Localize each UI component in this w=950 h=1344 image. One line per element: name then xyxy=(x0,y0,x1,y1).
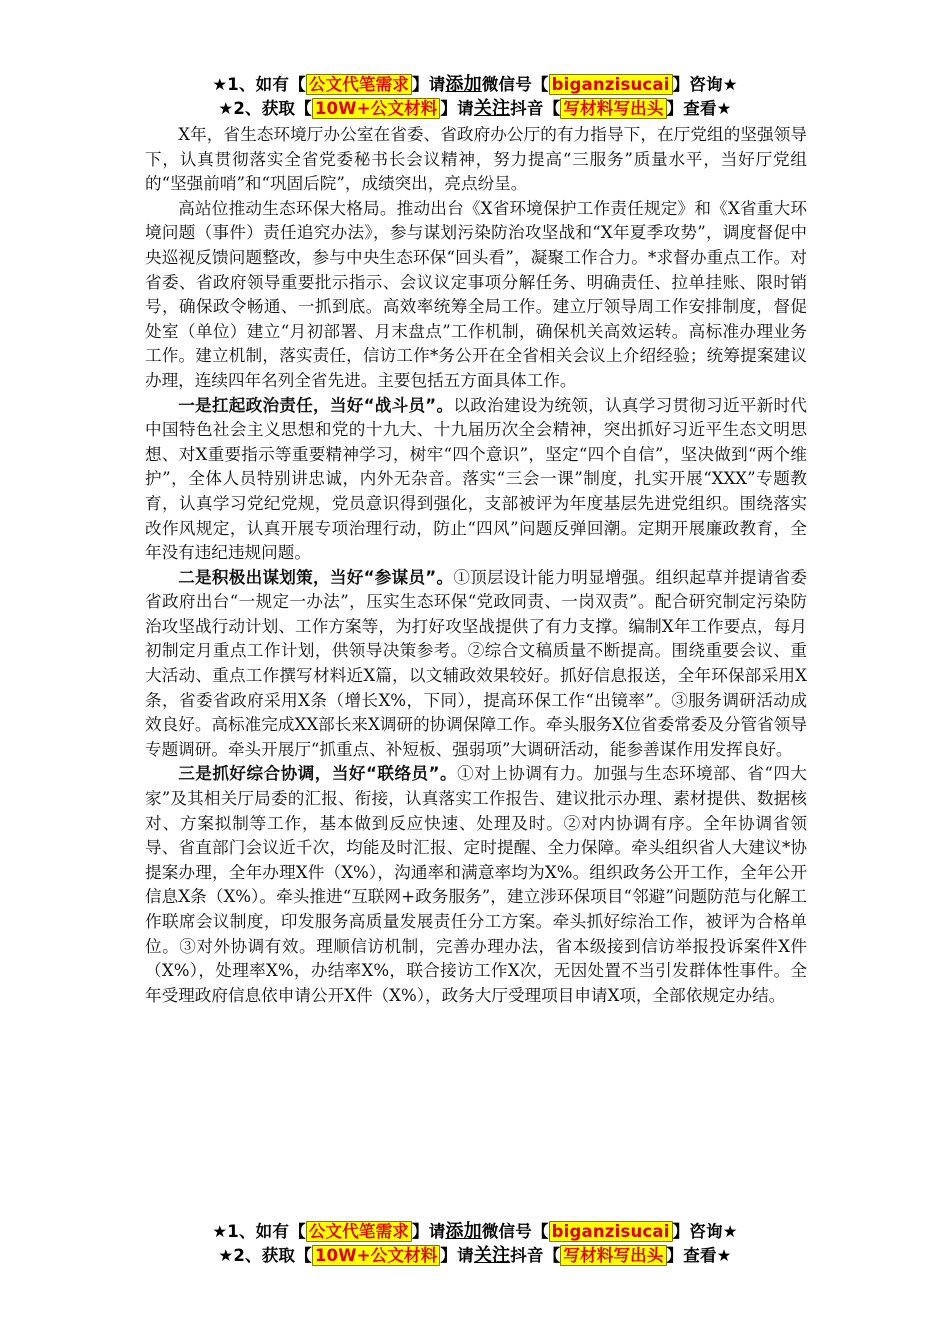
banner-text: 】请 xyxy=(412,75,446,94)
paragraph-text: ①对上协调有力。加强与生态环境部、省“四大家”及其相关厅局委的汇报、衔接，认真落实工作报告、建议批示办理、素材提供、数据核对、方案拟制等工作，基本做到反应快速、处理及时。②对内协调有序。全年协调省领导、省直部门会议近千次，均能及时汇报、定时提醒、全力保障。牵头组织省人大建议*协提案办理，全年办理X件（X%），沟通率和满意率均为X%。组织政务公开工作，全年公开信息X条（X%）。牵头推进“互联网+政务服务”，建立涉环保项目“邻避”问题防范与化解工作联席会议制度，印发服务高质量发展责任分工方案。牵头抓好综治工作，被评为合格单位。③对外协调有效。理顺信访机制，完善办理办法，省本级接到信访举报投诉案件X件（X%），处理率X%，办结率X%，联合接访工作X次，无因处置不当引发群体性事件。全年受理政府信息依申请公开X件（X%），政务大厅受理项目申请X项，全部依规定办结。 xyxy=(145,764,808,1005)
paragraph-text: X年，省生态环境厅办公室在省委、省政府办公厅的有力指导下，在厅党组的坚强领导下，认真贯彻落实全省党委秘书长会议精神，努力提高“三服务”质量水平，当好厅党组的“坚强前哨”和“巩固后院”，成绩突出，亮点纷呈。 xyxy=(145,125,807,194)
underlined-text: 添加 xyxy=(445,74,482,95)
highlight-badge: 公文代笔需求 xyxy=(306,1221,412,1242)
paragraph-text: 高站位推动生态环保大格局。推动出台《X省环境保护工作责任规定》和《X省重大环境问题（事件）责任追究办法》，参与谋划污染防治攻坚战和“X年夏季攻势”，调度督促中央巡视反馈问题整改，参与中央生态环保“回头看”，凝聚工作合力。*求督办重点工作。对省委、省政府领导重要批示指示、会议议定事项分解任务、明确责任、拉单挂账、限时销号，确保政令畅通、一抓到底。高效率统筹全局工作。建立厅领导周工作安排制度，督促处室（单位）建立“月初部署、月末盘点”工作机制，确保机关高效运转。高标准办理业务工作。建立机制，落实责任，信访工作*务公开在全省相关会议上介绍经验；统筹提案建议办理，连续四年名列全省先进。主要包括五方面具体工作。 xyxy=(145,198,807,390)
banner-text: ★2、获取【 xyxy=(218,1246,312,1265)
highlight-badge: biganzisucai xyxy=(549,74,673,95)
banner-text: 】请 xyxy=(440,99,474,118)
promo-banner-top-line2 xyxy=(0,94,950,120)
paragraph-text: ①顶层设计能力明显增强。组织起草并提请省委省政府出台“一规定一办法”，压实生态环保“党政同责、一岗双责”。配合研究制定污染防治攻坚战行动计划、工作方案等，为打好攻坚战提供了有力支撑。编制X年工作要点，每月初制定月重点工作计划，供领导决策参考。②综合文稿质量不断提高。围绕重要会议、重大活动、重点工作撰写材料近X篇，以文辅政效果较好。抓好信息报送，全年环保部采用X条，省委省政府采用X条（增长X%，下同），提高环保工作“出镜率”。③服务调研活动成效良好。高标准完成XX部长来X调研的协调保障工作。牵头服务X位省委常委及分管省领导专题调研。牵头开展厅“抓重点、补短板、强弱项”大调研活动，能参善谋作用发挥良好。 xyxy=(145,567,807,759)
banner-text: 】请 xyxy=(412,1222,446,1241)
highlight-badge: 10W+公文材料 xyxy=(312,1245,441,1266)
promo-banner-bottom-line2 xyxy=(0,1241,950,1267)
banner-text: 】咨询★ xyxy=(672,1222,738,1241)
banner-text: ★2、获取【 xyxy=(218,99,312,118)
paragraph xyxy=(145,123,807,197)
paragraph xyxy=(145,566,807,763)
highlight-badge: 10W+公文材料 xyxy=(312,98,441,119)
highlight-badge: 写材料写出头 xyxy=(560,1245,666,1266)
paragraph xyxy=(145,394,807,566)
paragraph xyxy=(145,197,807,394)
banner-text: 抖音【 xyxy=(510,99,561,118)
underlined-text: 关注 xyxy=(473,98,511,119)
paragraph-lead: 二是积极出谋划策，当好“参谋员”。 xyxy=(178,567,454,587)
paragraph-lead: 一是扛起政治责任，当好“战斗员”。 xyxy=(178,395,454,415)
paragraph-text: 以政治建设为统领，认真学习贯彻习近平新时代中国特色社会主义思想和党的十九大、十九届历次全会精神，突出抓好习近平生态文明思想、对X重要指示等重要精神学习，树牢“四个意识”，坚定“四个自信”，坚决做到“两个维护”，全体人员特别讲忠诚，内外无杂音。落实“三会一课”制度，扎实开展“XXX”专题教育，认真学习党纪党规，党员意识得到强化，支部被评为年度基层先进党组织。围绕落实改作风规定，认真开展专项治理行动，防止“四风”问题反弹回潮。定期开展廉政教育，全年没有违纪违规问题。 xyxy=(145,395,807,563)
banner-text: ★1、如有【 xyxy=(212,75,306,94)
banner-text: 】咨询★ xyxy=(672,75,738,94)
paragraph xyxy=(145,762,807,1008)
underlined-text: 关注 xyxy=(473,1245,511,1266)
highlight-badge: 公文代笔需求 xyxy=(306,74,412,95)
highlight-badge: 写材料写出头 xyxy=(560,98,666,119)
banner-text: 】请 xyxy=(440,1246,474,1265)
banner-text: 微信号【 xyxy=(481,1222,549,1241)
underlined-text: 添加 xyxy=(445,1221,482,1242)
document-body xyxy=(145,123,807,1008)
banner-text: 】查看★ xyxy=(666,99,732,118)
banner-text: ★1、如有【 xyxy=(212,1222,306,1241)
banner-text: 】查看★ xyxy=(666,1246,732,1265)
paragraph-lead: 三是抓好综合协调，当好“联络员”。 xyxy=(178,764,458,784)
banner-text: 微信号【 xyxy=(481,75,549,94)
promo-banner-top-line1 xyxy=(0,70,950,96)
banner-text: 抖音【 xyxy=(510,1246,561,1265)
promo-banner-bottom-line1 xyxy=(0,1217,950,1243)
highlight-badge: biganzisucai xyxy=(549,1221,673,1242)
